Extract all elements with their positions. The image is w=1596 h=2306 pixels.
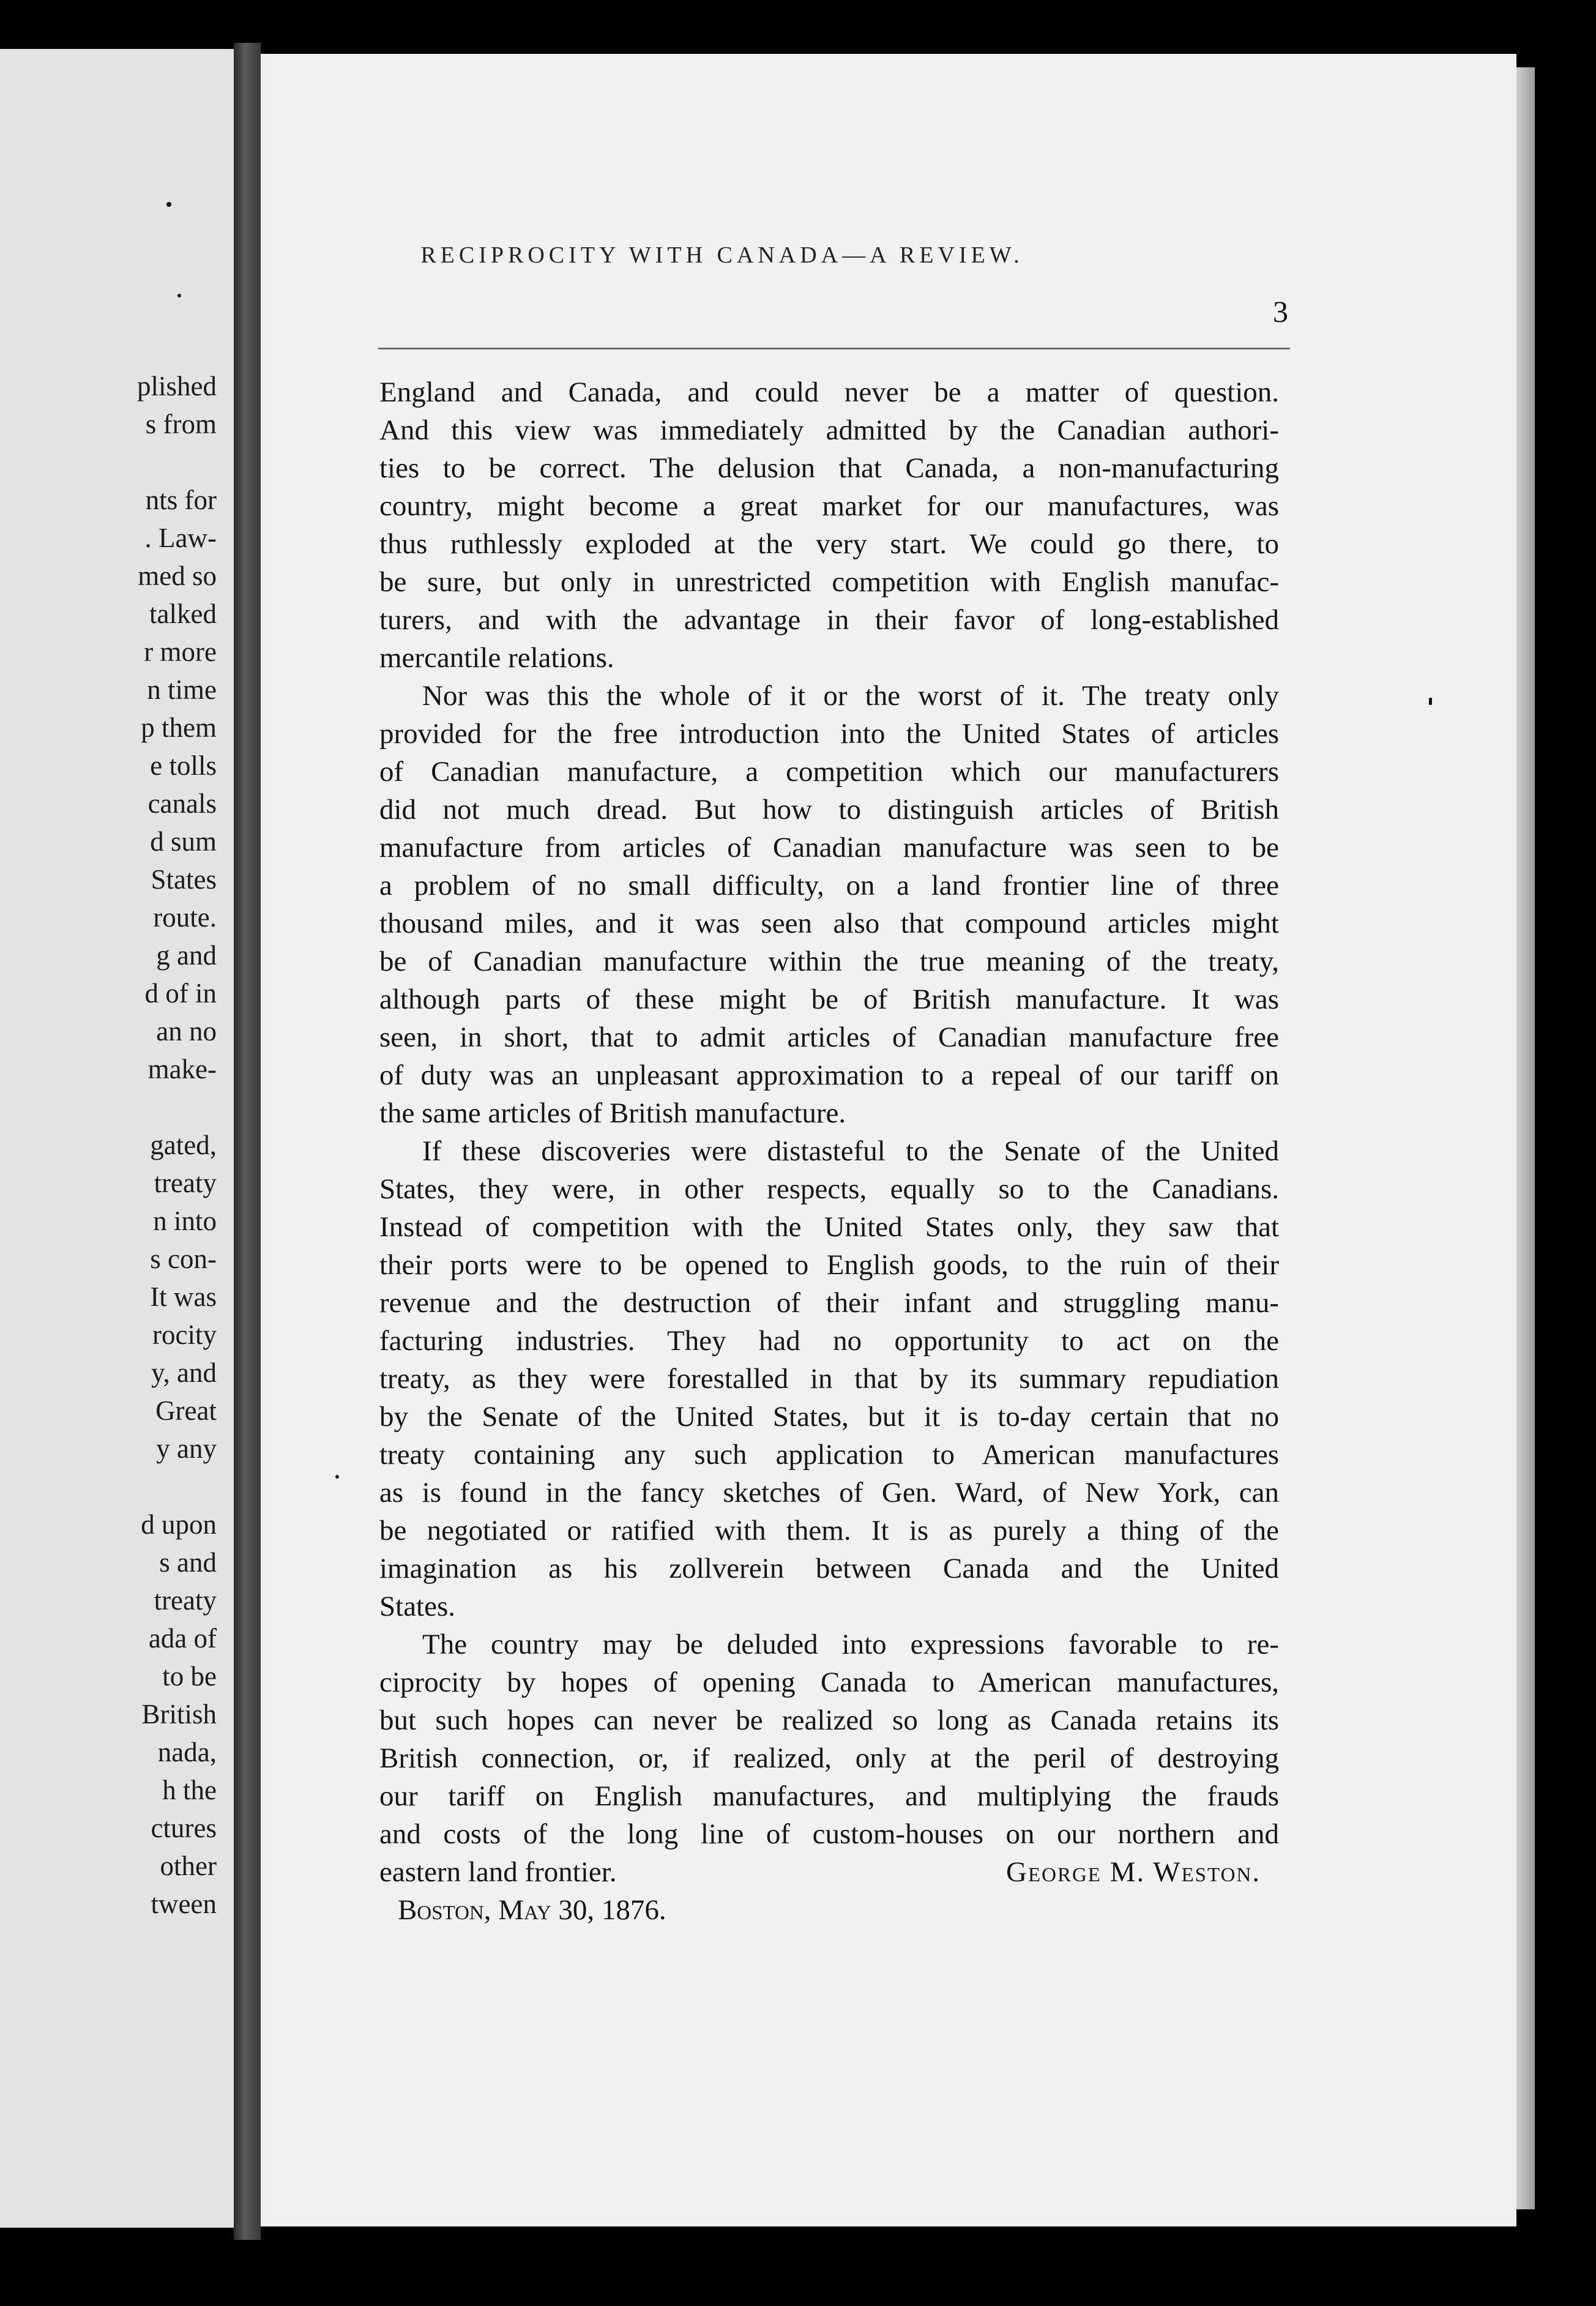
paragraph [379,1132,1279,1625]
text-line: and costs of the long line of custom-houses on our northern and [379,1818,1279,1850]
previous-page-line: h the [162,1775,217,1805]
previous-page-line: med so [138,561,217,591]
previous-page-line: r more [144,636,217,667]
author-signature: George M. Weston. [1006,1856,1261,1888]
previous-page-line: d sum [150,826,217,857]
print-speck [1429,698,1432,705]
print-speck [335,1475,339,1479]
paragraph [379,373,1279,677]
text-line: eastern land frontier. [379,1856,617,1888]
text-line: The country may be deluded into expressions favorable to re- [422,1629,1279,1660]
text-line: ties to be correct. The delusion that Canada, a non-manufacturing [379,452,1279,484]
page-number: 3 [1273,294,1288,329]
text-line: States. [379,1591,456,1622]
text-line: Nor was this the whole of it or the worst of it. The treaty only [422,680,1279,712]
previous-page-line: nada, [157,1737,217,1767]
running-head: RECIPROCITY WITH CANADA—A REVIEW. [420,242,1024,268]
previous-page-line: n time [147,674,217,705]
previous-page-line: States [151,864,217,895]
previous-page-line: y any [156,1433,217,1464]
previous-page-text [137,367,217,1923]
previous-page-line: ctures [151,1813,217,1843]
dateline: Boston, May 30, 1876. [398,1894,666,1926]
previous-page-line: treaty [154,1585,217,1616]
previous-page-line: e tolls [150,750,217,781]
previous-page-line: an no [156,1016,217,1047]
text-line: by the Senate of the United States, but it is to-day certain that no [379,1401,1279,1433]
text-line: as is found in the fancy sketches of Gen. Ward, of New York, can [379,1477,1279,1509]
text-line: but such hopes can never be realized so long as Canada retains its [379,1704,1279,1736]
previous-page-line: other [160,1851,217,1881]
previous-page-line: to be [162,1661,217,1692]
previous-page-line: s from [145,409,217,439]
previous-page-line: treaty [154,1168,217,1198]
text-line: thus ruthlessly exploded at the very start. We could go there, to [379,528,1279,560]
previous-page-line: gated, [150,1130,217,1160]
text-line: England and Canada, and could never be a matter of question. [379,376,1279,408]
previous-page-line: n into [153,1206,217,1236]
text-line: a problem of no small difficulty, on a land frontier line of three [379,870,1279,901]
previous-page-line [137,1468,217,1506]
previous-page-line: s and [159,1547,217,1578]
text-line: be sure, but only in unrestricted competition with English manufac- [379,566,1279,598]
text-line: manufacture from articles of Canadian manufacture was seen to be [379,832,1279,864]
previous-page-line: d of in [144,978,217,1009]
previous-page-line: . Law- [144,523,217,553]
print-speck [166,202,171,207]
text-line: provided for the free introduction into the United States of articles [379,718,1279,750]
previous-page-line: d upon [141,1509,217,1540]
closing-line [379,1853,1279,1891]
paragraph [379,677,1279,1132]
print-speck [177,294,181,297]
text-line: be negotiated or ratified with them. It is as purely a thing of the [379,1515,1279,1547]
previous-page-line: g and [156,940,217,971]
text-line: their ports were to be opened to English goods, to the ruin of their [379,1249,1279,1281]
text-line: of duty was an unpleasant approximation to a repeal of our tariff on [379,1059,1279,1091]
text-line: of Canadian manufacture, a competition which our manufacturers [379,756,1279,788]
previous-page-fragment [0,49,234,2228]
previous-page-line: It was [150,1282,217,1312]
text-line: British connection, or, if realized, only at the peril of destroying [379,1742,1279,1774]
previous-page-line: Great [155,1395,217,1426]
previous-page-line: y, and [151,1357,217,1388]
previous-page-line: plished [137,371,217,401]
previous-page-line: p them [141,712,217,743]
text-line: be of Canadian manufacture within the true meaning of the treaty, [379,946,1279,977]
text-line: did not much dread. But how to distinguish articles of British [379,794,1279,826]
previous-page-line: tween [151,1889,217,1919]
text-line: turers, and with the advantage in their favor of long-established [379,604,1279,636]
text-line: facturing industries. They had no opportunity to act on the [379,1325,1279,1357]
text-line: And this view was immediately admitted by the Canadian authori- [379,414,1279,446]
previous-page-line: rocity [152,1319,217,1350]
text-line: treaty containing any such application to American manufactures [379,1439,1279,1471]
text-line: treaty, as they were forestalled in that by its summary repudiation [379,1363,1279,1395]
article-body [379,373,1279,1929]
text-line: seen, in short, that to admit articles of Canadian manufacture free [379,1021,1279,1053]
previous-page-line: route. [153,902,217,933]
header-rule [378,348,1290,349]
previous-page-line: talked [149,599,217,629]
previous-page-line: nts for [145,485,217,515]
paragraph [379,1625,1279,1891]
previous-page-line: make- [147,1054,217,1084]
text-line: our tariff on English manufactures, and multiplying the frauds [379,1780,1279,1812]
text-line: States, they were, in other respects, equally so to the Canadians. [379,1173,1279,1205]
text-line: thousand miles, and it was seen also that compound articles might [379,908,1279,939]
previous-page-line: canals [147,788,217,819]
previous-page-line: ada of [148,1623,217,1654]
book-spine [234,43,261,2240]
text-line: revenue and the destruction of their infant and struggling manu- [379,1287,1279,1319]
previous-page-line [137,1088,217,1126]
previous-page-line: s con- [150,1244,217,1274]
text-line: country, might become a great market for our manufactures, was [379,490,1279,522]
text-line: mercantile relations. [379,642,614,674]
previous-page-line: British [141,1699,217,1730]
text-line: ciprocity by hopes of opening Canada to American manufactures, [379,1666,1279,1698]
page-edge [1516,67,1535,2209]
text-line: If these discoveries were distasteful to the Senate of the United [422,1135,1279,1167]
text-line: the same articles of British manufacture. [379,1097,846,1129]
text-line: although parts of these might be of British manufacture. It was [379,983,1279,1015]
previous-page-line [137,443,217,481]
text-line: Instead of competition with the United States only, they saw that [379,1211,1279,1243]
text-line: imagination as his zollverein between Canada and the United [379,1553,1279,1584]
